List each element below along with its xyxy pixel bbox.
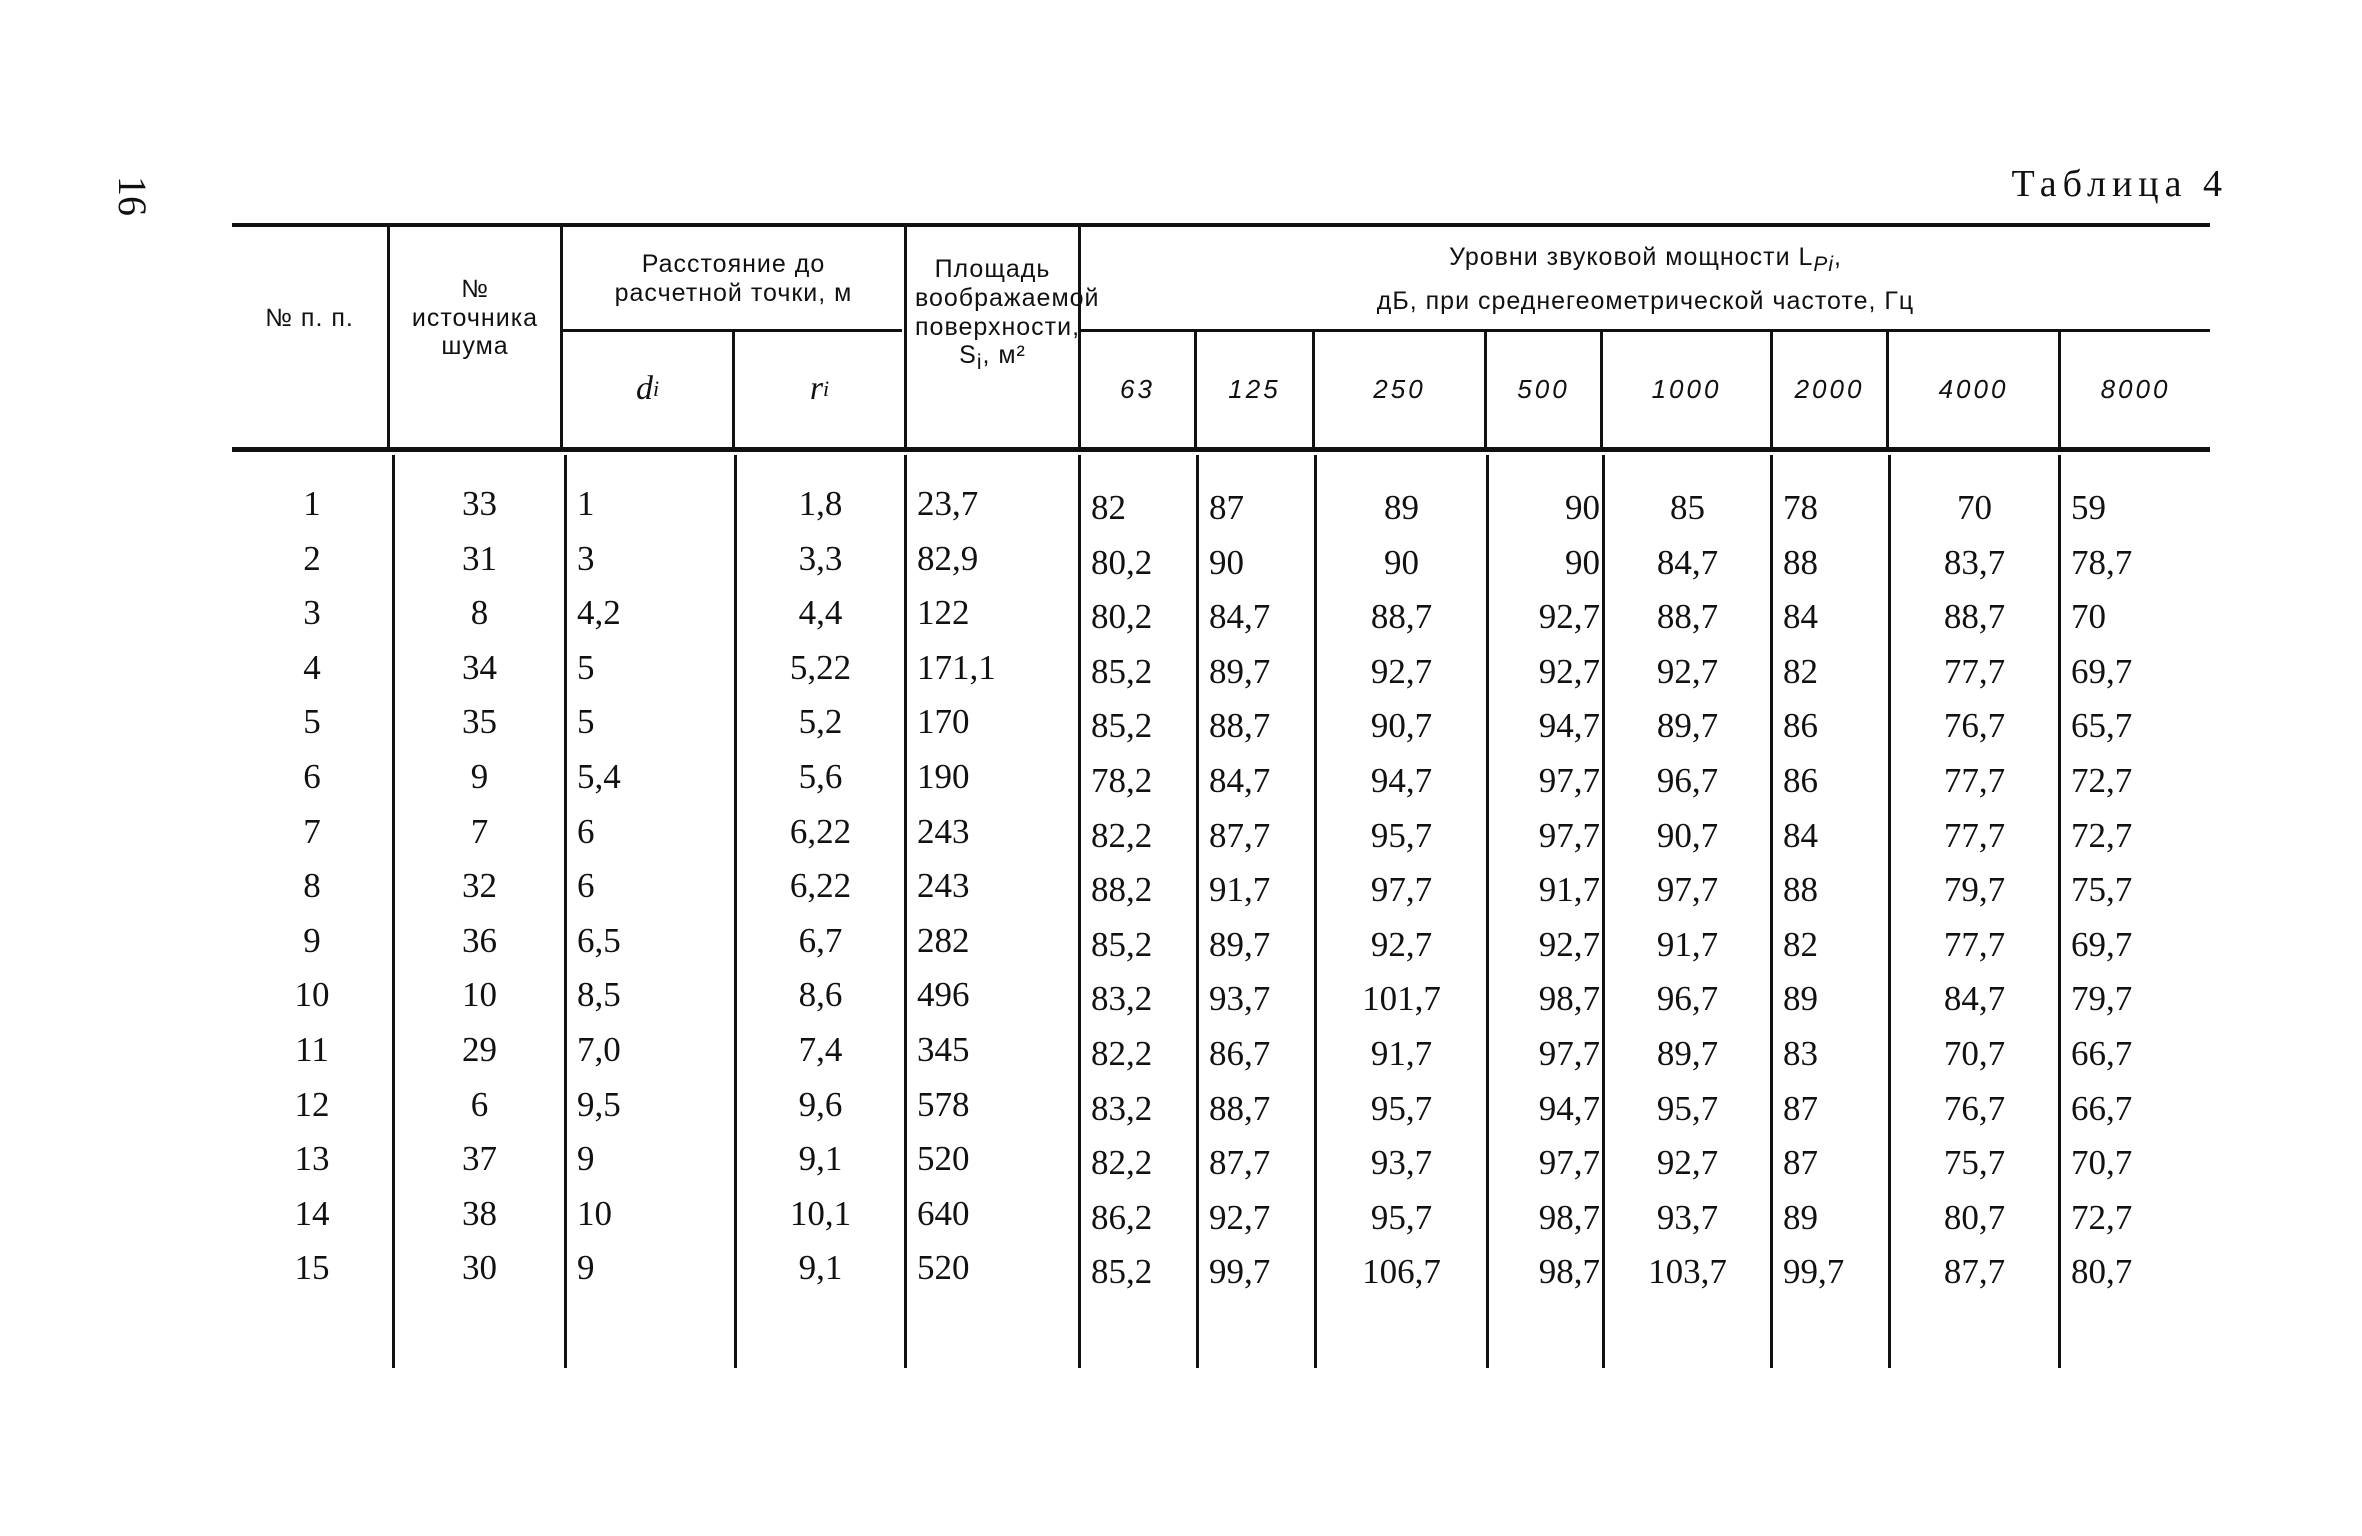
cell-area: 170 [917,702,970,742]
cell-sound-level-2000-hz: 83 [1783,1034,1818,1073]
header-d-subscript: i [652,376,660,401]
cell-distance-d: 1 [577,484,595,523]
cell-sound-level-8000-hz: 66,7 [2071,1088,2133,1128]
cell-area: 122 [917,593,970,633]
cell-source-number: 35 [462,702,497,742]
cell-sound-level-2000-hz: 89 [1783,979,1818,1019]
cell-sound-level-1000-hz: 89,7 [1656,1034,1719,1073]
cell-source-number: 8 [470,593,489,633]
cell-sound-level-500-hz: 97,7 [1538,761,1600,800]
cell-distance-r: 6,22 [789,811,852,851]
cell-row-number: 8 [303,866,321,906]
cell-distance-r: 1,8 [798,484,843,523]
cell-source-number: 36 [462,920,497,960]
table-title: Таблица 4 [2011,163,2228,205]
cell-source-number: 34 [462,647,497,687]
header-r [735,335,904,443]
cell-sound-level-8000-hz: 75,7 [2071,870,2133,910]
cell-sound-level-125-hz: 87,7 [1209,815,1271,855]
cell-area: 520 [917,1139,970,1179]
cell-sound-level-250-hz: 95,7 [1370,1197,1433,1237]
cell-sound-level-250-hz: 95,7 [1370,1088,1433,1128]
cell-sound-level-250-hz: 89 [1384,488,1419,527]
cell-row-number: 13 [294,1139,330,1179]
cell-sound-level-63-hz: 85,2 [1091,706,1153,746]
cell-source-number: 6 [470,1084,489,1124]
cell-sound-level-63-hz: 83,2 [1091,1088,1153,1128]
cell-sound-level-8000-hz: 69,7 [2071,924,2133,964]
cell-row-number: 3 [303,593,321,633]
header-levels-comma: , [1833,242,1842,271]
cell-sound-level-2000-hz: 88 [1783,542,1818,582]
cell-sound-level-1000-hz: 89,7 [1656,706,1719,746]
cell-distance-r: 3,3 [798,538,843,578]
cell-sound-level-500-hz: 97,7 [1538,815,1600,855]
cell-distance-d: 9,5 [577,1084,621,1124]
cell-sound-level-63-hz: 82,2 [1091,1034,1153,1073]
cell-row-number: 14 [294,1193,330,1233]
cell-row-number: 2 [303,538,321,578]
cell-distance-r: 5,22 [789,647,852,687]
cell-sound-level-4000-hz: 70 [1957,488,1992,527]
cell-sound-level-8000-hz: 66,7 [2071,1034,2133,1073]
cell-sound-level-500-hz: 98,7 [1538,979,1600,1019]
cell-source-number: 32 [462,866,497,906]
cell-sound-level-8000-hz: 70,7 [2071,1143,2133,1183]
cell-sound-level-250-hz: 106,7 [1362,1252,1441,1292]
cell-distance-r: 5,6 [798,757,843,796]
cell-sound-level-63-hz: 80,2 [1091,542,1153,582]
cell-sound-level-125-hz: 90 [1209,542,1244,582]
cell-sound-level-4000-hz: 84,7 [1943,979,2006,1019]
cell-sound-level-63-hz: 85,2 [1091,924,1153,964]
cell-sound-level-4000-hz: 88,7 [1943,597,2006,637]
page-number: 16 [110,176,155,216]
cell-sound-level-250-hz: 94,7 [1370,761,1433,800]
cell-area: 282 [917,920,970,960]
cell-distance-r: 10,1 [789,1193,852,1233]
cell-row-number: 7 [303,811,321,851]
cell-sound-level-125-hz: 88,7 [1209,1088,1271,1128]
cell-sound-level-63-hz: 86,2 [1091,1197,1153,1237]
cell-area: 243 [917,866,970,906]
cell-sound-level-63-hz: 85,2 [1091,651,1153,691]
cell-distance-r: 9,1 [798,1139,843,1179]
cell-row-number: 15 [294,1248,330,1288]
cell-sound-level-63-hz: 83,2 [1091,979,1153,1019]
cell-distance-r: 8,6 [798,975,843,1015]
header-source-number: № источника шума [411,274,539,361]
header-levels [1081,231,2210,327]
cell-sound-level-4000-hz: 79,7 [1943,870,2006,910]
frequency-header: 8000 [2100,373,2171,404]
header-area [907,231,1100,445]
cell-sound-level-8000-hz: 59 [2071,488,2106,527]
cell-area: 578 [917,1084,970,1124]
cell-distance-d: 5 [577,702,595,742]
cell-sound-level-250-hz: 93,7 [1370,1143,1433,1183]
cell-area: 345 [917,1030,970,1069]
cell-distance-r: 7,4 [798,1030,843,1069]
header-r-symbol: r [809,370,824,407]
cell-sound-level-8000-hz: 72,7 [2071,761,2133,800]
cell-sound-level-500-hz: 98,7 [1538,1197,1600,1237]
cell-sound-level-4000-hz: 70,7 [1943,1034,2006,1073]
frequency-header: 125 [1228,373,1281,404]
cell-sound-level-63-hz: 85,2 [1091,1252,1153,1292]
cell-sound-level-8000-hz: 80,7 [2071,1252,2133,1292]
frequency-header: 2000 [1794,373,1865,404]
cell-sound-level-4000-hz: 75,7 [1943,1143,2006,1183]
cell-sound-level-4000-hz: 77,7 [1943,815,2006,855]
cell-distance-d: 6,5 [577,920,621,960]
cell-row-number: 4 [303,647,321,687]
cell-area: 190 [917,757,970,796]
data-table [232,223,2210,1368]
cell-sound-level-250-hz: 101,7 [1362,979,1441,1019]
cell-sound-level-250-hz: 97,7 [1370,870,1433,910]
table-top-rule [232,223,2210,227]
cell-sound-level-1000-hz: 91,7 [1656,924,1719,964]
cell-distance-r: 9,6 [798,1084,843,1124]
cell-distance-d: 7,0 [577,1030,621,1069]
cell-row-number: 5 [303,702,321,742]
cell-sound-level-125-hz: 87,7 [1209,1143,1271,1183]
header-sub-rule [1080,329,2210,332]
cell-sound-level-125-hz: 89,7 [1209,651,1271,691]
cell-distance-d: 5 [577,647,595,687]
cell-sound-level-1000-hz: 90,7 [1656,815,1719,855]
cell-sound-level-63-hz: 88,2 [1091,870,1153,910]
cell-sound-level-500-hz: 91,7 [1538,870,1600,910]
cell-sound-level-2000-hz: 78 [1783,488,1818,527]
cell-sound-level-63-hz: 82,2 [1091,1143,1153,1183]
cell-source-number: 30 [462,1248,497,1288]
cell-area: 243 [917,811,970,851]
cell-sound-level-2000-hz: 86 [1783,706,1818,746]
cell-sound-level-500-hz: 94,7 [1538,706,1600,746]
cell-sound-level-63-hz: 82,2 [1091,815,1153,855]
cell-row-number: 1 [303,484,321,523]
cell-area: 23,7 [917,484,979,523]
cell-sound-level-1000-hz: 92,7 [1656,1143,1719,1183]
header-area-label: Площадь воображаемой поверхности, S [915,255,1100,370]
cell-sound-level-250-hz: 91,7 [1370,1034,1433,1073]
cell-sound-level-1000-hz: 92,7 [1656,651,1719,691]
cell-sound-level-63-hz: 78,2 [1091,761,1153,800]
cell-distance-r: 6,7 [798,920,843,960]
header-area-unit: , м² [982,341,1026,370]
cell-sound-level-1000-hz: 95,7 [1656,1088,1719,1128]
cell-sound-level-4000-hz: 76,7 [1943,706,2006,746]
frequency-header: 1000 [1651,373,1722,404]
cell-distance-r: 4,4 [798,593,843,633]
cell-sound-level-2000-hz: 87 [1783,1143,1818,1183]
cell-sound-level-125-hz: 99,7 [1209,1252,1271,1292]
cell-area: 82,9 [917,538,979,578]
cell-distance-r: 6,22 [789,866,852,906]
cell-sound-level-1000-hz: 88,7 [1656,597,1719,637]
cell-sound-level-500-hz: 92,7 [1538,651,1600,691]
frequency-header: 500 [1517,373,1570,404]
cell-row-number: 6 [303,757,321,796]
header-bottom-rule [232,447,2210,452]
cell-sound-level-8000-hz: 72,7 [2071,815,2133,855]
cell-sound-level-8000-hz: 72,7 [2071,1197,2133,1237]
cell-sound-level-1000-hz: 84,7 [1656,542,1719,582]
cell-row-number: 9 [303,920,321,960]
cell-sound-level-2000-hz: 86 [1783,761,1818,800]
cell-area: 496 [917,975,970,1015]
cell-row-number: 12 [294,1084,330,1124]
cell-sound-level-1000-hz: 85 [1670,488,1705,527]
cell-sound-level-2000-hz: 89 [1783,1197,1818,1237]
cell-sound-level-4000-hz: 87,7 [1943,1252,2006,1292]
cell-sound-level-2000-hz: 82 [1783,924,1818,964]
cell-sound-level-250-hz: 90 [1384,542,1419,582]
cell-sound-level-8000-hz: 69,7 [2071,651,2133,691]
cell-distance-d: 9 [577,1248,595,1288]
cell-sound-level-63-hz: 82 [1091,488,1126,527]
cell-sound-level-125-hz: 84,7 [1209,761,1271,800]
header-levels-line1 [1449,243,1842,277]
cell-sound-level-8000-hz: 79,7 [2071,979,2133,1019]
cell-source-number: 37 [462,1139,497,1179]
cell-sound-level-8000-hz: 65,7 [2071,706,2133,746]
header-d [563,335,732,443]
cell-sound-level-4000-hz: 77,7 [1943,651,2006,691]
cell-sound-level-500-hz: 97,7 [1538,1034,1600,1073]
frequency-header: 4000 [1938,373,2009,404]
cell-sound-level-2000-hz: 84 [1783,597,1818,637]
cell-source-number: 31 [462,538,497,578]
cell-sound-level-500-hz: 90 [1565,542,1600,582]
cell-distance-d: 5,4 [577,757,621,796]
cell-sound-level-500-hz: 90 [1565,488,1600,527]
cell-sound-level-125-hz: 84,7 [1209,597,1271,637]
header-sub-rule [562,329,902,332]
cell-sound-level-4000-hz: 83,7 [1943,542,2006,582]
cell-distance-r: 9,1 [798,1248,843,1288]
cell-source-number: 33 [462,484,497,523]
cell-distance-d: 9 [577,1139,595,1179]
cell-sound-level-500-hz: 92,7 [1538,924,1600,964]
frequency-header: 250 [1373,373,1426,404]
header-row-number: № п. п. [265,303,354,332]
cell-sound-level-1000-hz: 93,7 [1656,1197,1719,1237]
cell-distance-d: 4,2 [577,593,621,633]
cell-sound-level-500-hz: 92,7 [1538,597,1600,637]
header-area-subscript: i [976,351,983,375]
cell-sound-level-250-hz: 92,7 [1370,924,1433,964]
cell-sound-level-2000-hz: 88 [1783,870,1818,910]
cell-distance-d: 3 [577,538,595,578]
cell-sound-level-125-hz: 86,7 [1209,1034,1271,1073]
cell-source-number: 29 [462,1030,497,1069]
cell-distance-r: 5,2 [798,702,843,742]
cell-distance-d: 6 [577,866,595,906]
header-distance: Расстояние до расчетной точки, м [614,250,853,307]
cell-distance-d: 6 [577,811,595,851]
header-levels-line2: дБ, при среднегеометрической частоте, Гц [1376,286,1915,315]
cell-sound-level-8000-hz: 70 [2071,597,2106,637]
cell-sound-level-125-hz: 87 [1209,488,1244,527]
cell-sound-level-250-hz: 92,7 [1370,651,1433,691]
cell-sound-level-250-hz: 88,7 [1370,597,1433,637]
header-d-symbol: d [635,370,653,407]
header-levels-label: Уровни звуковой мощности L [1449,242,1814,271]
cell-sound-level-500-hz: 94,7 [1538,1088,1600,1128]
cell-sound-level-1000-hz: 96,7 [1656,761,1719,800]
cell-source-number: 7 [470,811,489,851]
cell-row-number: 10 [294,975,330,1015]
cell-sound-level-63-hz: 80,2 [1091,597,1153,637]
cell-source-number: 38 [462,1193,497,1233]
cell-sound-level-2000-hz: 99,7 [1783,1252,1845,1292]
cell-distance-d: 8,5 [577,975,621,1015]
frequency-header: 63 [1120,373,1155,404]
cell-sound-level-125-hz: 92,7 [1209,1197,1271,1237]
cell-sound-level-250-hz: 90,7 [1370,706,1433,746]
cell-sound-level-250-hz: 95,7 [1370,815,1433,855]
cell-sound-level-1000-hz: 97,7 [1656,870,1719,910]
cell-source-number: 9 [470,757,489,796]
cell-area: 520 [917,1248,970,1288]
cell-sound-level-4000-hz: 80,7 [1943,1197,2006,1237]
cell-sound-level-2000-hz: 82 [1783,651,1818,691]
cell-sound-level-4000-hz: 76,7 [1943,1088,2006,1128]
cell-sound-level-1000-hz: 103,7 [1648,1252,1727,1292]
cell-area: 640 [917,1193,970,1233]
cell-sound-level-500-hz: 97,7 [1538,1143,1600,1183]
cell-source-number: 10 [462,975,497,1015]
cell-sound-level-125-hz: 88,7 [1209,706,1271,746]
cell-sound-level-8000-hz: 78,7 [2071,542,2133,582]
cell-area: 171,1 [917,647,996,687]
cell-sound-level-500-hz: 98,7 [1538,1252,1600,1292]
cell-sound-level-1000-hz: 96,7 [1656,979,1719,1019]
header-levels-subscript: Pi [1813,252,1834,276]
cell-sound-level-4000-hz: 77,7 [1943,761,2006,800]
cell-distance-d: 10 [577,1193,612,1233]
header-r-subscript: i [823,376,830,401]
cell-sound-level-125-hz: 91,7 [1209,870,1271,910]
cell-row-number: 11 [295,1030,329,1069]
cell-sound-level-2000-hz: 87 [1783,1088,1818,1128]
cell-sound-level-125-hz: 89,7 [1209,924,1271,964]
cell-sound-level-4000-hz: 77,7 [1943,924,2006,964]
cell-sound-level-125-hz: 93,7 [1209,979,1271,1019]
cell-sound-level-2000-hz: 84 [1783,815,1818,855]
